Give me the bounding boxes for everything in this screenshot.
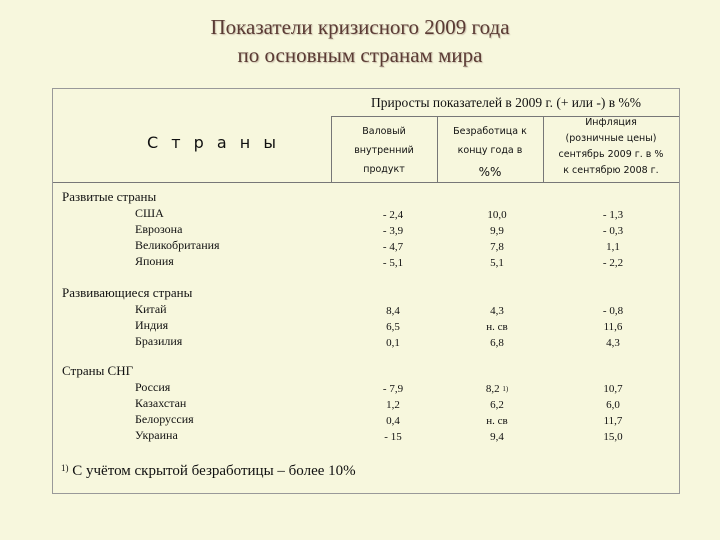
country-name: Япония: [135, 254, 174, 268]
grid-line: [53, 182, 679, 183]
unemployment-values-cis: [457, 381, 537, 445]
country-name: Китай: [135, 302, 167, 316]
group-header-developing: Развивающиеся страны: [62, 285, 193, 300]
inflation-value: - 0,3: [602, 225, 624, 237]
gdp-value: 0,1: [386, 337, 400, 349]
inflation-values-cis: [573, 381, 653, 445]
inflation-value: 1,1: [606, 241, 620, 253]
inflation-values-developed: [573, 207, 653, 271]
inflation-value: - 0,8: [602, 305, 624, 317]
country-name: США: [135, 206, 164, 220]
group-header-developed: Развитые страны: [62, 189, 157, 204]
inflation-value: - 2,2: [602, 257, 624, 269]
column-header-gdp: Валовый внутренний продукт: [354, 126, 414, 175]
footnote-marker: 1): [61, 463, 69, 473]
inflation-values-developing: [573, 303, 653, 351]
unemployment-value: 6,8: [490, 337, 504, 349]
unemployment-value: 8,2 $^{1)}$: [485, 383, 509, 395]
country-name: Россия: [135, 380, 171, 394]
gdp-values-developing: [353, 303, 433, 351]
gdp-value: - 15: [384, 431, 402, 443]
unemployment-values-developed: [457, 207, 537, 271]
table-header-main: Приросты показателей в 2009 г. (+ или -) в %%: [371, 95, 641, 110]
country-name: Великобритания: [135, 238, 220, 252]
column-header-unemployment: Безработица к концу года в %%: [453, 126, 527, 179]
slide-title-line1: Показатели кризисного 2009 года: [210, 15, 510, 39]
group-header-cis: Страны СНГ: [62, 363, 134, 378]
country-name: Индия: [135, 318, 169, 332]
gdp-value: - 3,9: [382, 225, 404, 237]
unemployment-value: 9,9: [490, 225, 504, 237]
gdp-values-cis: [353, 381, 433, 445]
inflation-value: 4,3: [606, 337, 620, 349]
country-list-developed: [135, 205, 220, 269]
country-name: Бразилия: [135, 334, 183, 348]
country-list-developing: [135, 301, 182, 349]
slide-title-line2: по основным странам мира: [237, 43, 483, 67]
data-table: [52, 88, 680, 494]
inflation-value: 11,6: [603, 321, 623, 333]
country-name: Украина: [135, 428, 178, 442]
unemployment-value: 4,3: [490, 305, 504, 317]
gdp-value: 0,4: [386, 415, 400, 427]
unemployment-value: 6,2: [490, 399, 504, 411]
gdp-value: - 7,9: [382, 383, 404, 395]
inflation-value: 10,7: [603, 383, 623, 395]
footnote-text: С учётом скрытой безработицы – более 10%: [72, 463, 356, 479]
country-name: Белоруссия: [135, 412, 194, 426]
inflation-value: 6,0: [606, 399, 620, 411]
unemployment-value: н. св: [486, 415, 508, 427]
country-name: Еврозона: [135, 222, 183, 236]
unemployment-values-developing: [457, 303, 537, 351]
gdp-values-developed: [353, 207, 433, 271]
unemployment-value: 9,4: [490, 431, 504, 443]
gdp-value: 8,4: [386, 305, 400, 317]
unemployment-value: 10,0: [487, 209, 507, 221]
footnote-marker: 1): [502, 385, 509, 393]
gdp-value: 1,2: [386, 399, 400, 411]
gdp-value: - 4,7: [382, 241, 404, 253]
inflation-value: - 1,3: [602, 209, 624, 221]
gdp-value: - 5,1: [382, 257, 404, 269]
country-name: Казахстан: [135, 396, 187, 410]
unemployment-value: н. св: [486, 321, 508, 333]
countries-column-label: С т р а н ы: [147, 133, 280, 152]
footnote: [61, 463, 356, 480]
inflation-value: 11,7: [603, 415, 623, 427]
inflation-value: 15,0: [603, 431, 623, 443]
unemployment-value: 5,1: [490, 257, 504, 269]
column-header-inflation: Инфляция (розничные цены) сентябрь 2009 г. в % к сентябрю 2008 г.: [558, 117, 664, 176]
unemployment-value: 7,8: [490, 241, 504, 253]
gdp-value: 6,5: [386, 321, 400, 333]
gdp-value: - 2,4: [382, 209, 404, 221]
country-list-cis: [135, 379, 194, 443]
